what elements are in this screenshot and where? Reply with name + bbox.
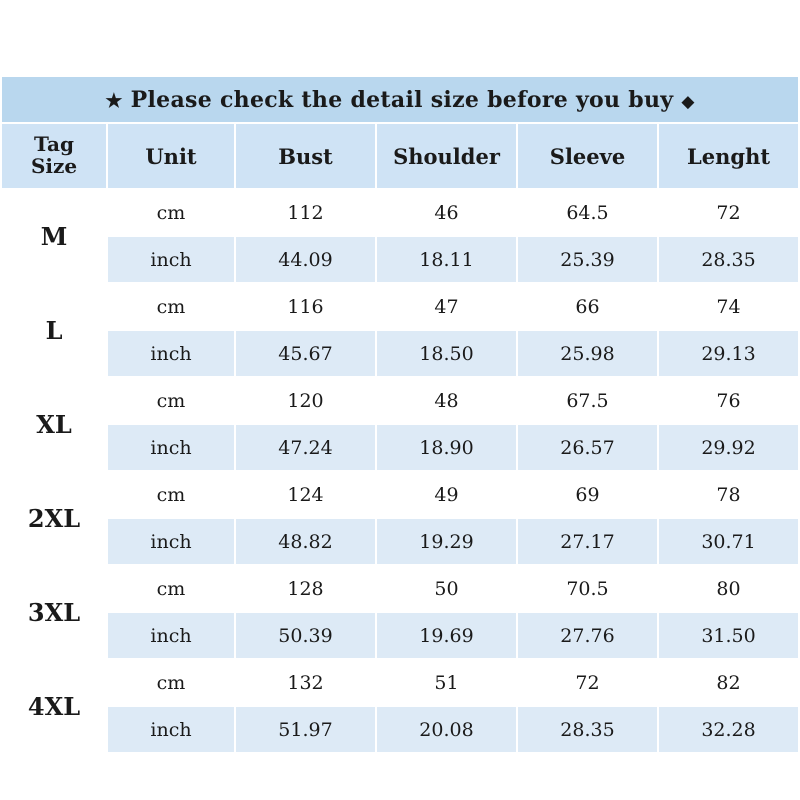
bust-cell: 132 bbox=[235, 659, 376, 706]
unit-cell: inch bbox=[107, 612, 235, 659]
table-row bbox=[1, 612, 799, 659]
lenght-cell: 29.13 bbox=[658, 330, 799, 377]
lenght-cell: 78 bbox=[658, 471, 799, 518]
shoulder-cell: 50 bbox=[376, 565, 517, 612]
column-header-sleeve: Sleeve bbox=[517, 123, 658, 189]
column-header-bust: Bust bbox=[235, 123, 376, 189]
column-header-shoulder: Shoulder bbox=[376, 123, 517, 189]
size-label: L bbox=[1, 283, 107, 377]
bust-cell: 51.97 bbox=[235, 706, 376, 753]
table-row bbox=[1, 189, 799, 236]
sleeve-cell: 26.57 bbox=[517, 424, 658, 471]
lenght-cell: 80 bbox=[658, 565, 799, 612]
unit-cell: inch bbox=[107, 236, 235, 283]
tag-size-line1: Tag bbox=[34, 132, 74, 157]
size-table bbox=[0, 75, 800, 754]
bust-cell: 44.09 bbox=[235, 236, 376, 283]
bust-cell: 128 bbox=[235, 565, 376, 612]
lenght-cell: 72 bbox=[658, 189, 799, 236]
sleeve-cell: 64.5 bbox=[517, 189, 658, 236]
lenght-cell: 30.71 bbox=[658, 518, 799, 565]
bust-cell: 116 bbox=[235, 283, 376, 330]
sleeve-cell: 69 bbox=[517, 471, 658, 518]
sleeve-cell: 27.76 bbox=[517, 612, 658, 659]
unit-cell: cm bbox=[107, 565, 235, 612]
table-row bbox=[1, 471, 799, 518]
table-row bbox=[1, 706, 799, 753]
shoulder-cell: 51 bbox=[376, 659, 517, 706]
unit-cell: inch bbox=[107, 330, 235, 377]
bust-cell: 124 bbox=[235, 471, 376, 518]
table-row bbox=[1, 659, 799, 706]
shoulder-cell: 48 bbox=[376, 377, 517, 424]
shoulder-cell: 20.08 bbox=[376, 706, 517, 753]
unit-cell: cm bbox=[107, 471, 235, 518]
table-row bbox=[1, 330, 799, 377]
size-chart bbox=[0, 75, 800, 754]
table-row bbox=[1, 518, 799, 565]
table-row bbox=[1, 377, 799, 424]
table-row bbox=[1, 283, 799, 330]
column-header-lenght: Lenght bbox=[658, 123, 799, 189]
size-label: M bbox=[1, 189, 107, 283]
lenght-cell: 29.92 bbox=[658, 424, 799, 471]
header-row bbox=[1, 123, 799, 189]
unit-cell: inch bbox=[107, 518, 235, 565]
star-icon: ★ bbox=[105, 89, 123, 112]
sleeve-cell: 66 bbox=[517, 283, 658, 330]
table-row bbox=[1, 424, 799, 471]
shoulder-cell: 46 bbox=[376, 189, 517, 236]
unit-cell: cm bbox=[107, 189, 235, 236]
column-header-tag-size bbox=[1, 123, 107, 189]
size-label: 3XL bbox=[1, 565, 107, 659]
column-header-unit: Unit bbox=[107, 123, 235, 189]
bust-cell: 48.82 bbox=[235, 518, 376, 565]
shoulder-cell: 18.90 bbox=[376, 424, 517, 471]
banner-row bbox=[1, 76, 799, 123]
lenght-cell: 82 bbox=[658, 659, 799, 706]
sleeve-cell: 28.35 bbox=[517, 706, 658, 753]
shoulder-cell: 47 bbox=[376, 283, 517, 330]
sleeve-cell: 70.5 bbox=[517, 565, 658, 612]
lenght-cell: 74 bbox=[658, 283, 799, 330]
unit-cell: cm bbox=[107, 283, 235, 330]
size-label: XL bbox=[1, 377, 107, 471]
banner-text: Please check the detail size before you buy bbox=[130, 86, 674, 113]
bust-cell: 120 bbox=[235, 377, 376, 424]
lenght-cell: 28.35 bbox=[658, 236, 799, 283]
size-label: 4XL bbox=[1, 659, 107, 753]
unit-cell: cm bbox=[107, 659, 235, 706]
table-row bbox=[1, 236, 799, 283]
bust-cell: 50.39 bbox=[235, 612, 376, 659]
unit-cell: cm bbox=[107, 377, 235, 424]
sleeve-cell: 25.98 bbox=[517, 330, 658, 377]
diamond-icon: ◆ bbox=[681, 91, 695, 112]
lenght-cell: 76 bbox=[658, 377, 799, 424]
shoulder-cell: 18.50 bbox=[376, 330, 517, 377]
shoulder-cell: 18.11 bbox=[376, 236, 517, 283]
shoulder-cell: 49 bbox=[376, 471, 517, 518]
lenght-cell: 32.28 bbox=[658, 706, 799, 753]
sleeve-cell: 27.17 bbox=[517, 518, 658, 565]
table-row bbox=[1, 565, 799, 612]
bust-cell: 112 bbox=[235, 189, 376, 236]
lenght-cell: 31.50 bbox=[658, 612, 799, 659]
sleeve-cell: 67.5 bbox=[517, 377, 658, 424]
bust-cell: 47.24 bbox=[235, 424, 376, 471]
shoulder-cell: 19.29 bbox=[376, 518, 517, 565]
sleeve-cell: 72 bbox=[517, 659, 658, 706]
unit-cell: inch bbox=[107, 706, 235, 753]
unit-cell: inch bbox=[107, 424, 235, 471]
banner-cell bbox=[1, 76, 799, 123]
size-label: 2XL bbox=[1, 471, 107, 565]
shoulder-cell: 19.69 bbox=[376, 612, 517, 659]
bust-cell: 45.67 bbox=[235, 330, 376, 377]
sleeve-cell: 25.39 bbox=[517, 236, 658, 283]
tag-size-line2: Size bbox=[30, 154, 78, 178]
